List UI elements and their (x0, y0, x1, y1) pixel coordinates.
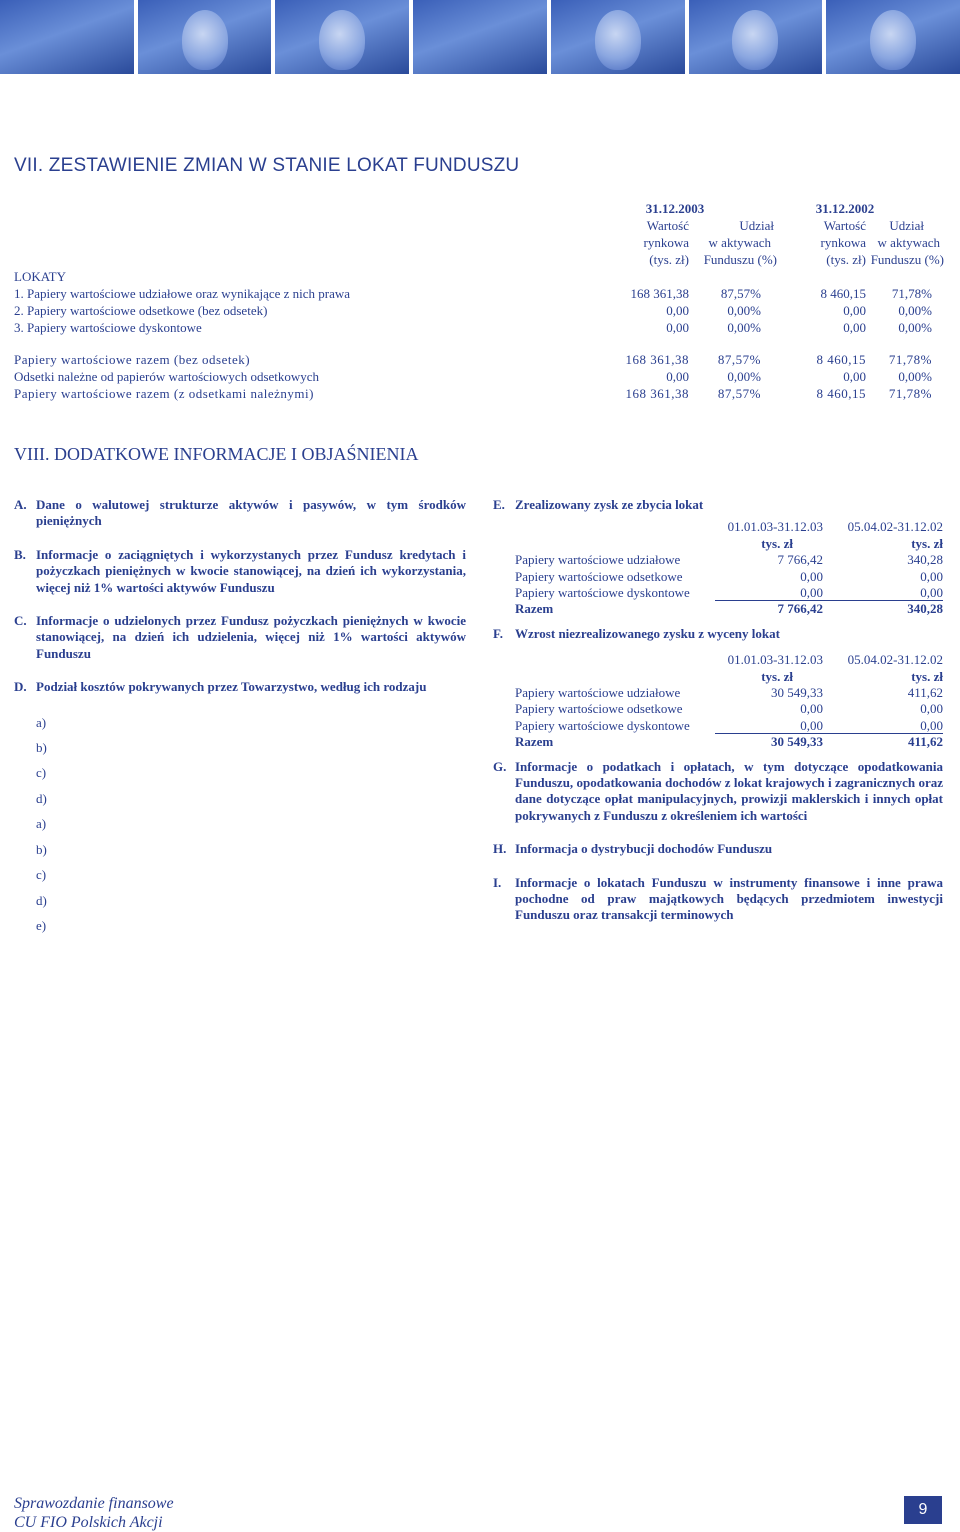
section-letter: D. (14, 679, 27, 695)
table-row (515, 569, 943, 585)
row-label: Papiery wartościowe dyskontowe (515, 717, 690, 733)
date-2003: 31.12.2003 (645, 201, 705, 216)
section-f (493, 626, 943, 751)
cell: 168 361,38 (625, 386, 689, 401)
col-header: w aktywach (708, 235, 771, 250)
cell: 0,00 (920, 568, 943, 584)
cell: 0,00 (666, 320, 689, 335)
section-heading: Dane o walutowej strukturze aktywów i pasywów, w tym środków pieniężnych (36, 497, 466, 529)
cell: 168 361,38 (630, 286, 689, 301)
cell: 8 460,15 (816, 352, 866, 367)
table-row (515, 718, 943, 734)
row-label: Papiery wartościowe dyskontowe (515, 584, 690, 600)
table-row (14, 319, 944, 336)
col-header: rynkowa (643, 235, 689, 250)
table-total-row (515, 601, 943, 617)
date-2002: 31.12.2002 (815, 201, 875, 216)
list-marker: d) (36, 790, 47, 806)
cell: 71,78% (891, 286, 932, 301)
banner-photo (551, 0, 685, 74)
cell: 340,28 (907, 601, 943, 617)
section-heading: Informacje o lokatach Funduszu w instrumenty finansowe i inne prawa pochodne od praw majątkowych będących przedmiotem inwestycji Funduszu oraz transakcji terminowych (515, 874, 943, 923)
cell: 0,00% (727, 369, 761, 384)
period-header: 01.01.03-31.12.03 (727, 519, 823, 535)
cell: 8 460,15 (816, 386, 866, 401)
row-label: 3. Papiery wartościowe dyskontowe (14, 320, 202, 335)
list-text (59, 715, 466, 731)
list-text (59, 816, 466, 832)
col-header: Funduszu (%) (703, 252, 777, 267)
cell: 0,00 (715, 718, 823, 734)
cell: 411,62 (907, 684, 943, 700)
unrealized-gain-table (515, 652, 943, 750)
cell: 0,00 (800, 701, 823, 717)
section-heading: Informacja o dystrybucji dochodów Funduszu (515, 841, 773, 857)
cell: 0,00% (898, 369, 932, 384)
table-total-row (515, 734, 943, 750)
col-header: rynkowa (820, 235, 866, 250)
list-item (36, 715, 466, 731)
cell: 0,00% (727, 303, 761, 318)
section-letter: I. (493, 874, 502, 890)
cell: 0,00% (727, 320, 761, 335)
cell: 0,00 (666, 303, 689, 318)
row-label: Razem (515, 601, 554, 617)
row-label: 1. Papiery wartościowe udziałowe oraz wynikające z nich prawa (14, 286, 351, 301)
unit-header: tys. zł (761, 535, 793, 551)
period-header: 05.04.02-31.12.02 (847, 519, 943, 535)
list-marker: c) (36, 765, 47, 781)
footer-line: Sprawozdanie finansowe (14, 1495, 174, 1512)
cell: 0,00 (843, 369, 866, 384)
cell: 8 460,15 (820, 286, 866, 301)
banner-photo (0, 0, 134, 74)
section-letter: A. (14, 497, 27, 512)
page-number: 9 (904, 1496, 942, 1524)
list-marker: e) (36, 917, 47, 933)
period-header: 01.01.03-31.12.03 (727, 652, 823, 668)
footer-title (14, 1494, 174, 1532)
row-label: Papiery wartościowe udziałowe (515, 684, 681, 700)
section-heading: Wzrost niezrealizowanego zysku z wyceny lokat (515, 625, 780, 641)
table-row (14, 385, 944, 402)
cell: 0,00 (823, 718, 943, 734)
section-c (14, 613, 466, 670)
section-title-vii: VII. ZESTAWIENIE ZMIAN W STANIE LOKAT FUNDUSZU (14, 155, 520, 176)
photo-banner (0, 0, 960, 74)
cell: 340,28 (907, 552, 943, 568)
cell: 71,78% (888, 386, 932, 401)
row-label: Papiery wartościowe udziałowe (515, 552, 681, 568)
section-letter: B. (14, 546, 26, 562)
list-marker: a) (36, 714, 47, 730)
section-heading: Informacje o podatkach i opłatach, w tym dotyczące opodatkowania Funduszu, opodatkowania dochodów z lokat krajowych i zagranicznych oraz dane dotyczące opłat manipulacyjnych, prowizji maklerskich i innych opłat pokrywanych z Funduszu z określeniem ich wartości (515, 758, 943, 823)
cell: 0,00 (843, 303, 866, 318)
section-d (14, 679, 466, 934)
list-item (36, 765, 466, 781)
table-row (515, 552, 943, 568)
section-b (14, 547, 466, 604)
section-h (493, 841, 943, 865)
section-letter: C. (14, 613, 27, 629)
section-letter: F. (493, 625, 503, 641)
list-text (59, 918, 466, 934)
section-e (493, 497, 943, 618)
section-heading: Informacje o udzielonych przez Fundusz pożyczkach pieniężnych w kwocie stanowiącej, na dzień ich udzielenia, więcej niż 1% wartości aktywów Funduszu (36, 613, 466, 661)
lokaty-label: LOKATY (14, 269, 66, 284)
unit-header: tys. zł (911, 668, 943, 684)
col-header: Wartość (646, 218, 689, 233)
cell: 0,00 (666, 369, 689, 384)
cell: 30 549,33 (771, 734, 823, 750)
banner-photo (138, 0, 272, 74)
table-date-row (14, 200, 944, 217)
row-label: Papiery wartościowe razem (bez odsetek) (14, 352, 251, 367)
col-header: (tys. zł) (649, 252, 689, 267)
list-text (59, 893, 466, 909)
cell: 411,62 (907, 734, 943, 750)
table-row (14, 302, 944, 319)
list-item (36, 893, 466, 909)
section-heading: Informacje o zaciągniętych i wykorzystanych przez Fundusz kredytach i pożyczkach pieniężnych w kwocie stanowiącej, na dzień ich wykorzystania, więcej niż 1% wartości aktywów Funduszu (36, 546, 466, 595)
row-label: 2. Papiery wartościowe odsetkowe (bez odsetek) (14, 303, 268, 318)
list-item (36, 816, 466, 832)
col-header: Funduszu (%) (870, 252, 944, 267)
list-item (36, 867, 466, 883)
list-text (59, 765, 466, 781)
row-label: Odsetki należne od papierów wartościowych odsetkowych (14, 369, 320, 384)
col-header: Udział (739, 218, 774, 233)
section-g (493, 759, 943, 833)
list-marker: b) (36, 841, 47, 857)
cell: 71,78% (888, 352, 932, 367)
cell: 30 549,33 (771, 684, 823, 700)
cell: 0,00 (823, 585, 943, 601)
cell: 7 766,42 (777, 601, 823, 617)
left-column (14, 497, 466, 943)
unit-header: tys. zł (911, 535, 943, 551)
section-letter: E. (493, 497, 505, 512)
row-label: Papiery wartościowe odsetkowe (515, 568, 683, 584)
unit-header: tys. zł (761, 668, 793, 684)
cell: 87,57% (717, 386, 761, 401)
period-header: 05.04.02-31.12.02 (847, 652, 943, 668)
list-item (36, 740, 466, 756)
table-row (515, 685, 943, 701)
banner-photo (275, 0, 409, 74)
list-item (36, 918, 466, 934)
cell: 168 361,38 (625, 352, 689, 367)
list-item (36, 842, 466, 858)
section-letter: H. (493, 841, 507, 857)
cell: 87,57% (720, 286, 761, 301)
section-heading: Podział kosztów pokrywanych przez Towarzystwo, według ich rodzaju (36, 679, 427, 695)
list-marker: a) (36, 816, 47, 832)
cell: 0,00 (920, 701, 943, 717)
banner-photo (413, 0, 547, 74)
investments-table (14, 200, 944, 402)
col-header: w aktywach (877, 235, 940, 250)
banner-photo (689, 0, 823, 74)
cell: 0,00% (898, 320, 932, 335)
section-title-viii: VIII. DODATKOWE INFORMACJE I OBJAŚNIENIA (14, 444, 419, 464)
table-row (14, 351, 944, 368)
cell: 0,00% (898, 303, 932, 318)
list-text (59, 740, 466, 756)
section-i (493, 875, 943, 932)
cell: 0,00 (843, 320, 866, 335)
cell: 0,00 (800, 568, 823, 584)
list-text (59, 791, 466, 807)
section-letter: G. (493, 758, 507, 774)
footer-line: CU FIO Polskich Akcji (14, 1514, 163, 1531)
list-text (59, 842, 466, 858)
list-marker: d) (36, 892, 47, 908)
row-label: Razem (515, 734, 554, 750)
right-column (493, 497, 943, 941)
row-label: Papiery wartościowe razem (z odsetkami należnymi) (14, 386, 314, 401)
section-heading: Zrealizowany zysk ze zbycia lokat (515, 497, 704, 512)
realized-gain-table (515, 519, 943, 617)
list-text (59, 867, 466, 883)
cell: 0,00 (715, 585, 823, 601)
table-row (515, 585, 943, 601)
list-marker: c) (36, 867, 47, 883)
row-label: Papiery wartościowe odsetkowe (515, 701, 683, 717)
table-row (14, 368, 944, 385)
col-header: (tys. zł) (826, 252, 866, 267)
section-a (14, 497, 466, 538)
table-row (515, 701, 943, 717)
table-row (14, 285, 944, 302)
list-marker: b) (36, 740, 47, 756)
cell: 87,57% (717, 352, 761, 367)
col-header: Udział (889, 218, 924, 233)
list-item (36, 791, 466, 807)
cell: 7 766,42 (777, 552, 823, 568)
banner-photo (826, 0, 960, 74)
col-header: Wartość (823, 218, 866, 233)
